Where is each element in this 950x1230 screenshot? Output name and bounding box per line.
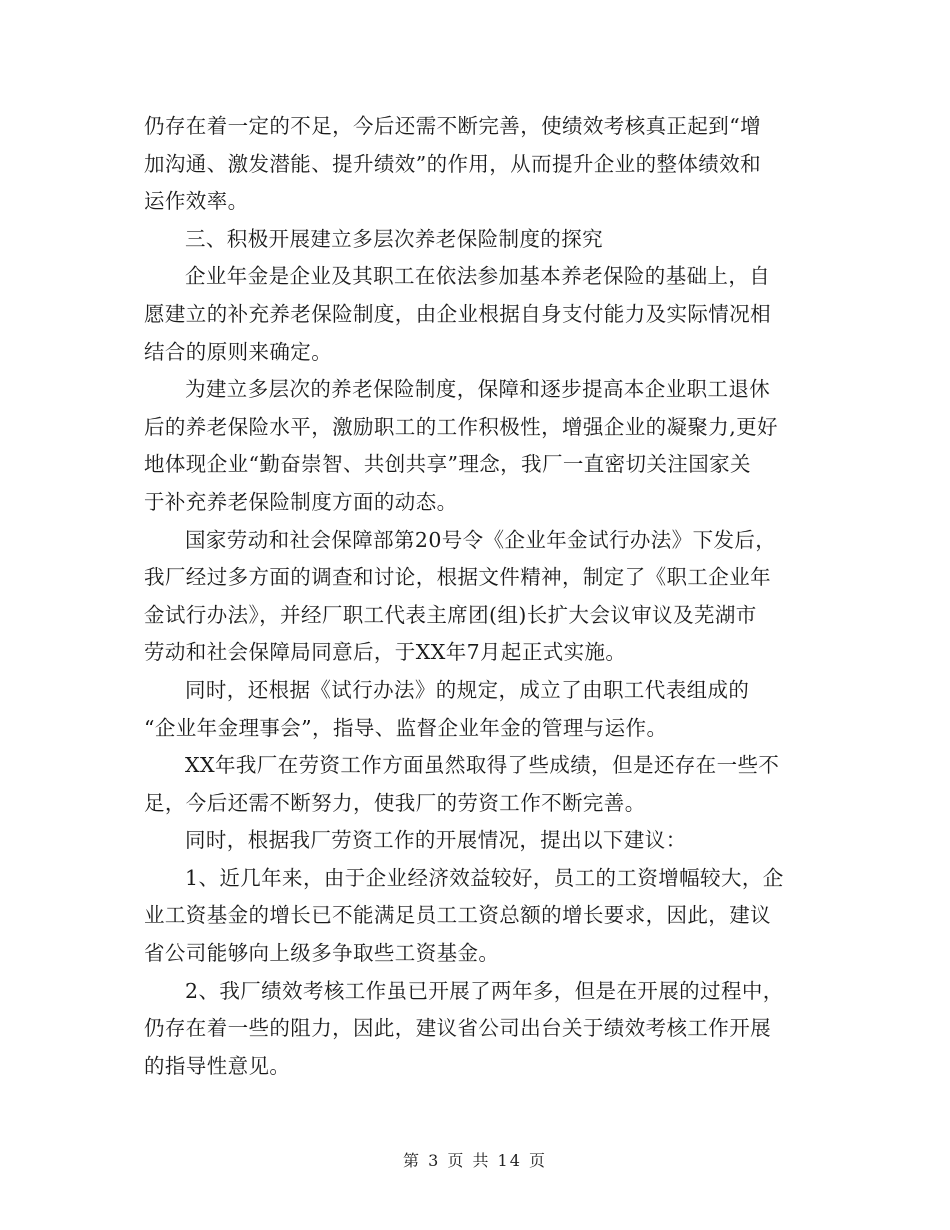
page-footer bbox=[0, 1148, 950, 1171]
text-line: 同时，还根据《试行办法》的规定，成立了由职工代表组成的 bbox=[185, 677, 750, 702]
text-line: 省公司能够向上级多争取些工资基金。 bbox=[144, 941, 500, 966]
document-body bbox=[144, 108, 812, 1085]
page-number-label: 第 3 页 共 14 页 bbox=[403, 1151, 547, 1170]
text-line: 金试行办法》，并经厂职工代表主席团(组)长扩大会议审议及芜湖市 bbox=[144, 602, 757, 627]
text-line: “企业年金理事会”，指导、监督企业年金的管理与运作。 bbox=[144, 715, 668, 740]
text-line: 愿建立的补充养老保险制度，由企业根据自身支付能力及实际情况相 bbox=[144, 301, 771, 326]
text-line: 劳动和社会保障局同意后，于XX年7月起正式实施。 bbox=[144, 640, 627, 665]
text-line: 运作效率。 bbox=[144, 189, 249, 214]
text-line: 结合的原则来确定。 bbox=[144, 339, 333, 364]
text-line: 后的养老保险水平，激励职工的工作积极性，增强企业的凝聚力,更好 bbox=[144, 414, 778, 439]
text-line: 仍存在着一定的不足，今后还需不断完善，使绩效考核真正起到“增 bbox=[144, 114, 761, 138]
text-line: 同时，根据我厂劳资工作的开展情况，提出以下建议： bbox=[185, 828, 687, 853]
text-line: 为建立多层次的养老保险制度，保障和逐步提高本企业职工退休 bbox=[185, 377, 771, 402]
text-line: 1、近几年来，由于企业经济效益较好，员工的工资增幅较大，企 bbox=[185, 865, 784, 890]
text-line: 仍存在着一些的阻力，因此，建议省公司出台关于绩效考核工作开展 bbox=[144, 1016, 771, 1041]
text-line: XX年我厂在劳资工作方面虽然取得了些成绩，但是还存在一些不 bbox=[185, 753, 780, 778]
text-line: 业工资基金的增长已不能满足员工工资总额的增长要求，因此，建议 bbox=[144, 903, 771, 928]
text-line: 国家劳动和社会保障部第20号令《企业年金试行办法》下发后， bbox=[185, 527, 777, 552]
text-line: 足，今后还需不断努力，使我厂的劳资工作不断完善。 bbox=[144, 790, 646, 815]
text-line: 的指导性意见。 bbox=[144, 1053, 291, 1078]
text-line: 三、积极开展建立多层次养老保险制度的探究 bbox=[185, 226, 603, 251]
text-line: 企业年金是企业及其职工在依法参加基本养老保险的基础上，自 bbox=[185, 264, 771, 289]
text-line: 地体现企业“勤奋崇智、共创共享”理念，我厂一直密切关注国家关 bbox=[144, 452, 751, 477]
text-line: 加沟通、激发潜能、提升绩效”的作用，从而提升企业的整体绩效和 bbox=[144, 151, 761, 176]
text-line: 于补充养老保险制度方面的动态。 bbox=[144, 489, 458, 514]
text-line: 我厂经过多方面的调查和讨论，根据文件精神，制定了《职工企业年 bbox=[144, 565, 771, 590]
text-line: 2、我厂绩效考核工作虽已开展了两年多，但是在开展的过程中， bbox=[185, 978, 784, 1003]
